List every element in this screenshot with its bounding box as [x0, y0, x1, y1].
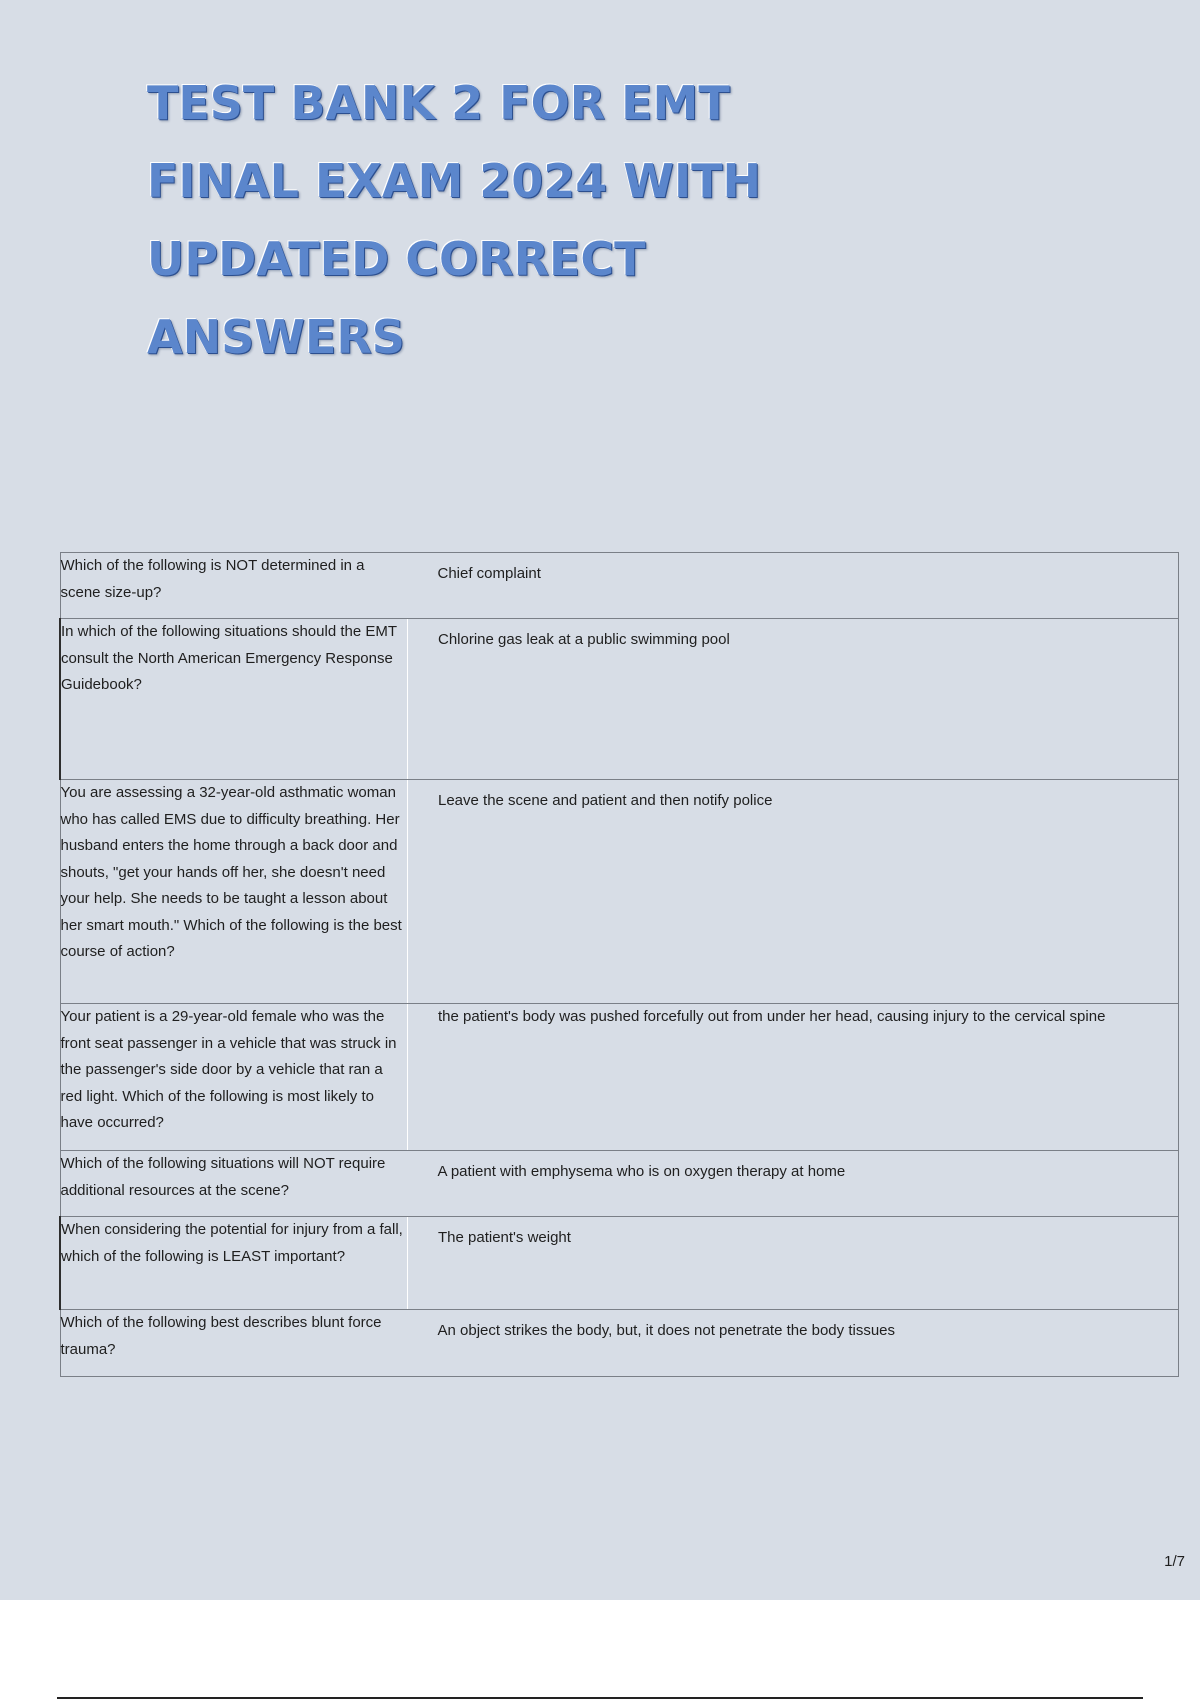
table-row	[60, 1004, 1179, 1151]
answer-cell: A patient with emphysema who is on oxygen therapy at home	[408, 1151, 1179, 1217]
table-row	[60, 1151, 1179, 1217]
footer-divider	[57, 1697, 1143, 1699]
page-number: 1/7	[1164, 1553, 1185, 1570]
title-line: ANSWERS	[147, 310, 405, 364]
document-title	[147, 64, 867, 376]
question-cell: Which of the following situations will NOT require additional resources at the scene?	[60, 1151, 408, 1217]
answer-cell: Leave the scene and patient and then notify police	[408, 780, 1179, 1004]
table-row	[60, 553, 1179, 619]
answer-cell: The patient's weight	[408, 1217, 1179, 1310]
qa-table	[59, 552, 1179, 1377]
question-cell: Which of the following best describes blunt force trauma?	[60, 1310, 408, 1377]
table-row	[60, 1217, 1179, 1310]
title-line: UPDATED CORRECT	[147, 232, 646, 286]
question-cell: You are assessing a 32-year-old asthmatic woman who has called EMS due to difficulty breathing. Her husband enters the home through a back door and shouts, "get your hands off her, she doesn't need your help. She needs to be taught a lesson about her smart mouth." Which of the following is the best course of action?	[60, 780, 408, 1004]
title-line: FINAL EXAM 2024 WITH	[147, 154, 762, 208]
table-row	[60, 619, 1179, 780]
answer-cell: Chlorine gas leak at a public swimming pool	[408, 619, 1179, 780]
question-cell: In which of the following situations should the EMT consult the North American Emergency Response Guidebook?	[60, 619, 408, 780]
answer-cell: Chief complaint	[408, 553, 1179, 619]
question-cell: Your patient is a 29-year-old female who was the front seat passenger in a vehicle that was struck in the passenger's side door by a vehicle that ran a red light. Which of the following is most likely to have occurred?	[60, 1004, 408, 1151]
answer-cell: An object strikes the body, but, it does not penetrate the body tissues	[408, 1310, 1179, 1377]
question-cell: Which of the following is NOT determined in a scene size-up?	[60, 553, 408, 619]
title-line: TEST BANK 2 FOR EMT	[147, 76, 730, 130]
question-cell: When considering the potential for injury from a fall, which of the following is LEAST important?	[60, 1217, 408, 1310]
answer-cell: the patient's body was pushed forcefully out from under her head, causing injury to the cervical spine	[408, 1004, 1179, 1151]
table-row	[60, 1310, 1179, 1377]
table-row	[60, 780, 1179, 1004]
